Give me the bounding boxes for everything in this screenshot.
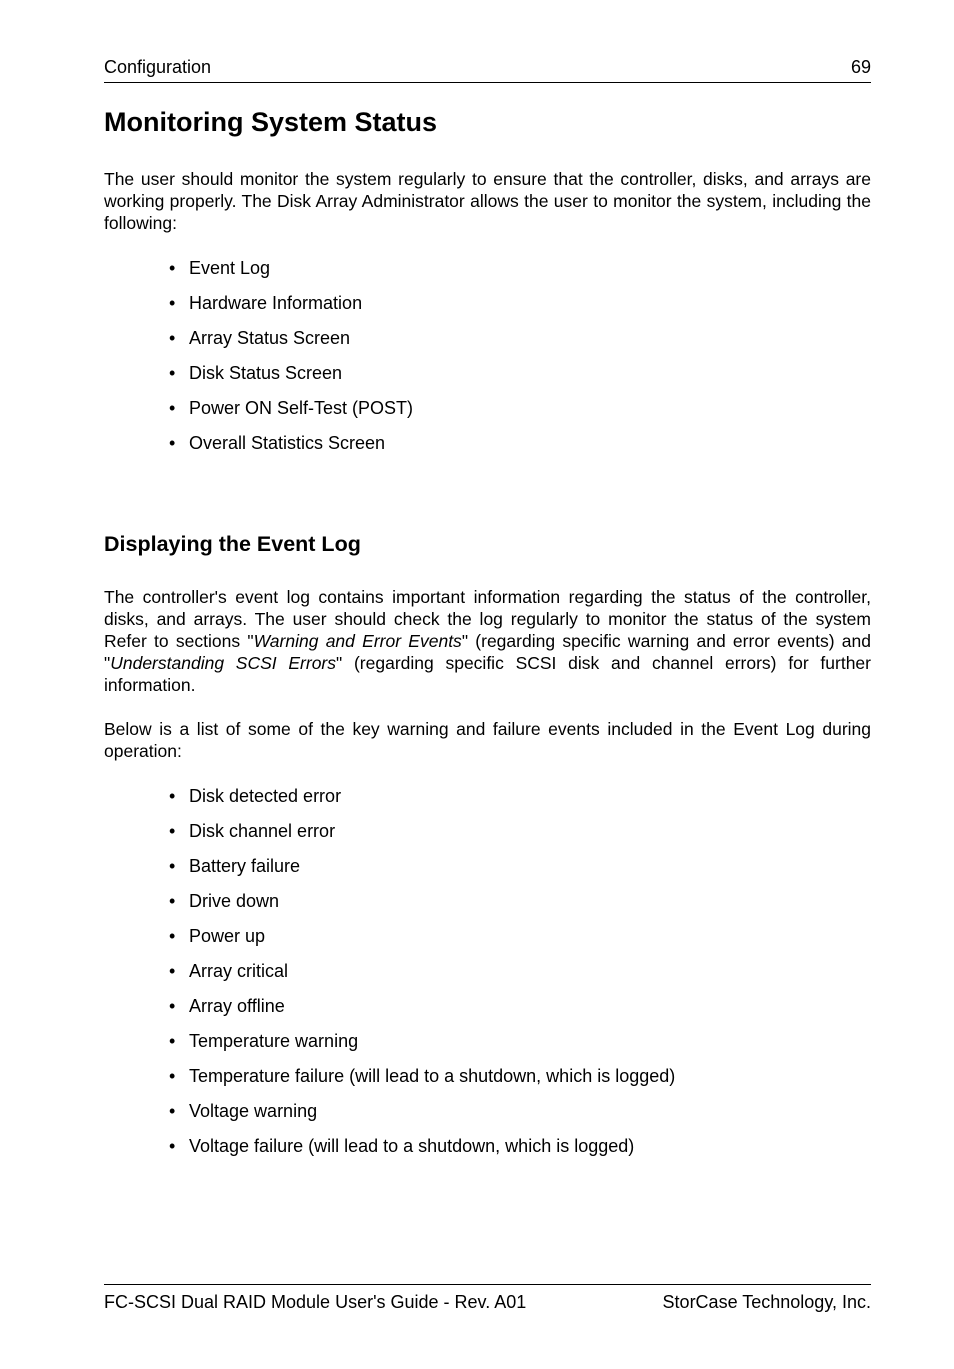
bullet-icon: • [169,1101,176,1121]
bullet-icon: • [169,891,176,911]
list-item [169,820,675,855]
bullet-icon: • [169,926,176,946]
bullet-icon: • [169,821,176,841]
bullet-icon: • [169,1136,176,1156]
events-list [169,785,675,1170]
list-item-text: Battery failure [189,856,301,876]
footer-company: StorCase Technology, Inc. [662,1292,871,1312]
list-item [169,362,413,397]
list-item-text: Array critical [189,961,289,981]
page-header [104,56,871,83]
list-item [169,292,413,327]
list-item [169,890,675,925]
bullet-icon: • [169,398,176,418]
bullet-icon: • [169,996,176,1016]
bullet-icon: • [169,293,176,313]
list-item-text: Overall Statistics Screen [189,433,386,453]
paragraph-text: " (regarding specific warning and error events) and " [104,631,871,673]
list-item [169,257,413,292]
events-intro-paragraph: Below is a list of some of the key warning and failure events included in the Event Log during operation: [104,719,871,761]
list-item-text: Disk channel error [189,821,336,841]
list-item-text: Power up [189,926,266,946]
list-item [169,995,675,1030]
list-item-text: Temperature warning [189,1031,359,1051]
list-item-text: Disk detected error [189,786,342,806]
header-page-number: 69 [850,57,871,77]
list-item [169,327,413,362]
paragraph-text: The controller's event log contains important information regarding the status of the controller, disks, and arrays. The user should check the log regularly to monitor the status of the system Refer to sections " [104,587,871,651]
list-item [169,925,675,960]
bullet-icon: • [169,856,176,876]
list-item [169,855,675,890]
intro-paragraph: The user should monitor the system regularly to ensure that the controller, disks, and arrays are working properly. The Disk Array Administrator allows the user to monitor the system, including the following: [104,169,871,233]
list-item [169,1030,675,1065]
bullet-icon: • [169,961,176,981]
list-item [169,785,675,820]
list-item-text: Event Log [189,258,271,278]
bullet-icon: • [169,1066,176,1086]
section-reference: Warning and Error Events [253,631,462,651]
header-section-name: Configuration [104,57,212,77]
list-item-text: Array offline [189,996,285,1016]
page-title: Monitoring System Status [104,107,438,137]
list-item-text: Disk Status Screen [189,363,343,383]
monitor-list [169,257,413,467]
list-item [169,960,675,995]
bullet-icon: • [169,1031,176,1051]
footer-doc-title: FC-SCSI Dual RAID Module User's Guide - Rev. A01 [104,1292,527,1312]
bullet-icon: • [169,328,176,348]
event-log-paragraph [104,586,871,696]
paragraph-text: " (regarding specific SCSI disk and channel errors) for further information. [104,653,871,695]
list-item-text: Hardware Information [189,293,363,313]
list-item [169,432,413,467]
list-item-text: Power ON Self-Test (POST) [189,398,414,418]
list-item-text: Temperature failure (will lead to a shutdown, which is logged) [189,1066,676,1086]
bullet-icon: • [169,786,176,806]
list-item-text: Array Status Screen [189,328,351,348]
list-item [169,1135,675,1170]
list-item [169,1100,675,1135]
list-item-text: Voltage failure (will lead to a shutdown, which is logged) [189,1136,635,1156]
section-reference: Understanding SCSI Errors [110,653,337,673]
list-item [169,397,413,432]
page-footer [104,1284,871,1315]
event-log-heading: Displaying the Event Log [104,532,361,556]
list-item [169,1065,675,1100]
bullet-icon: • [169,433,176,453]
list-item-text: Drive down [189,891,280,911]
bullet-icon: • [169,363,176,383]
list-item-text: Voltage warning [189,1101,318,1121]
bullet-icon: • [169,258,176,278]
